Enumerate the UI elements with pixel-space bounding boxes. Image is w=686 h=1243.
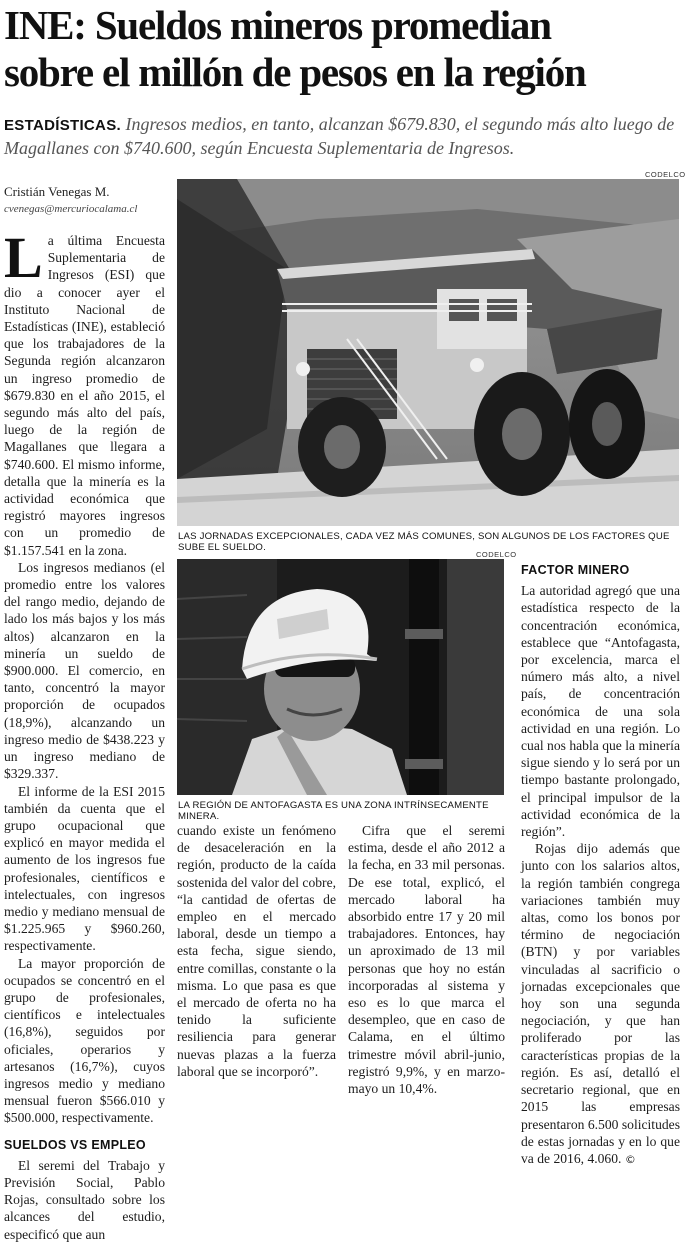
paragraph: El informe de la ESI 2015 también da cuenta que el grupo ocupacional que explicó en mayor medida el aumento de los ingresos fue profesionales, científicos e intelectuales, con ingresos medio y mediano mensual de $1.225.965 y $960.260, respectivamente.	[4, 783, 165, 954]
article-column-3	[348, 822, 505, 1097]
byline-author: Cristián Venegas M.	[4, 184, 110, 199]
photo-miner	[177, 559, 504, 795]
photo-mining-truck	[177, 179, 679, 526]
end-mark-icon: ©	[624, 1152, 636, 1166]
dropcap: L	[4, 225, 43, 290]
headline-line-1: INE: Sueldos mineros promedian	[4, 2, 551, 48]
paragraph: El seremi del Trabajo y Previsión Social, Pablo Rojas, consultado sobre los alcances del estudio, especificó que aun	[4, 1157, 165, 1242]
byline	[4, 184, 172, 215]
subhead-factor-minero: FACTOR MINERO	[521, 563, 630, 577]
subhead-sueldos-vs-empleo: SUELDOS VS EMPLEO	[4, 1137, 146, 1152]
photo-top-credit: CODELCO	[645, 170, 686, 179]
article-column-1	[4, 225, 165, 1242]
miner-image	[177, 559, 504, 795]
paragraph: La mayor proporción de ocupados se concentró en el grupo de profesionales, científicos e intelectuales (16,8%), seguidos por oficiales, operarios y artesanos (16,7%), cuyos ingresos medio y mediano mensual fueron $566.010 y $500.000, respectivamente.	[4, 955, 165, 1126]
paragraph-text: a última Encuesta Suplementaria de Ingresos (ESI) que dio a conocer ayer el Instituto Nacional de Estadísticas (INE), estableció que los trabajadores de la Segunda región alcanzaron un ingreso promedio de $679.830 en el año 2015, el segundo más alto del país, luego de la región de Magallanes que llegara a $740.600. El mismo informe, detalla que la minería es la actividad económica que registró mayores ingresos con un promedio de $1.157.541 en la zona.	[4, 233, 165, 558]
headline-line-2: sobre el millón de pesos en la región	[4, 49, 586, 95]
photo-mid-credit: CODELCO	[476, 550, 517, 559]
deck	[4, 113, 680, 159]
paragraph: cuando existe un fenómeno de desaceleración en la región, producto de la caída sostenida del valor del cobre, “la cantidad de ofertas de empleo en el mercado laboral, desde un tiempo a esta fecha, sigue siendo, entre comillas, constante o la misma. Lo que pasa es que el mercado de oferta no ha tenido la suficiente resiliencia para generar nuevas plazas a la fuerza laboral que se incorporó”.	[177, 823, 336, 1079]
article-column-2	[177, 822, 336, 1079]
deck-kicker: ESTADÍSTICAS.	[4, 117, 121, 134]
paragraph	[521, 840, 680, 1168]
paragraph: La autoridad agregó que una estadística respecto de la concentración económica, establece que “Antofagasta, por excelencia, marca el número más alto, a nivel país, de concentración económica de una sola actividad en una región. Lo cual nos habla que la minería sigue siendo y lo será por un tiempo bastante prolongado, el principal impulsor de la actividad económica de la región”.	[521, 583, 680, 840]
byline-email: cvenegas@mercuriocalama.cl	[4, 203, 138, 215]
paragraph: Cifra que el seremi estima, desde el año 2012 a la fecha, en 33 mil personas. De ese total, explicó, el mercado laboral ha absorbido entre 17 y 20 mil trabajadores. Entonces, hay un aproximado de 13 mil personas que hoy no están incorporadas al sistema y eso es lo que marca el desempleo, que en caso de Calama, en el último trimestre móvil abril-junio, registró 9,9%, y en marzo-mayo un 10,4%.	[348, 823, 505, 1097]
photo-top-caption: LAS JORNADAS EXCEPCIONALES, CADA VEZ MÁS COMUNES, SON ALGUNOS DE LOS FACTORES QUE SUBE EL SUELDO.	[178, 531, 670, 553]
paragraph-text: Rojas dijo además que junto con los salarios altos, la región también congrega variaciones también muy altas, como los bonos por término de negociación (BTN) y por variables vinculadas al sacrificio o jornadas excepcionales que hoy son una segunda negociación, y que han proliferado por las características propias de la región. Es así, detalló el secretario regional, que en 2015 las empresas presentaron 6.500 solicitudes de estas jornadas y en lo que va de 2016, 4.060.	[521, 841, 680, 1166]
photo-mid-caption: LA REGIÓN DE ANTOFAGASTA ES UNA ZONA INTRÍNSECAMENTE MINERA.	[178, 800, 489, 822]
paragraph: Los ingresos medianos (el promedio entre los valores del rango medio, dejando de lado los más bajos y los más altos) alcanzaron en la minería un sueldo de $900.000. El comercio, en tanto, concentró la mayor proporción de ocupados (18,9%), alcanzando un ingreso medio de $438.223 y un ingreso mediano de $329.337.	[4, 559, 165, 782]
paragraph	[4, 225, 165, 559]
headline	[4, 2, 680, 96]
deck-text: Ingresos medios, en tanto, alcanzan $679.830, el segundo más alto luego de Magallanes con $740.600, según Encuesta Suplementaria de Ingresos.	[4, 114, 675, 158]
mining-truck-image	[177, 179, 679, 526]
article-column-4	[521, 562, 680, 1166]
